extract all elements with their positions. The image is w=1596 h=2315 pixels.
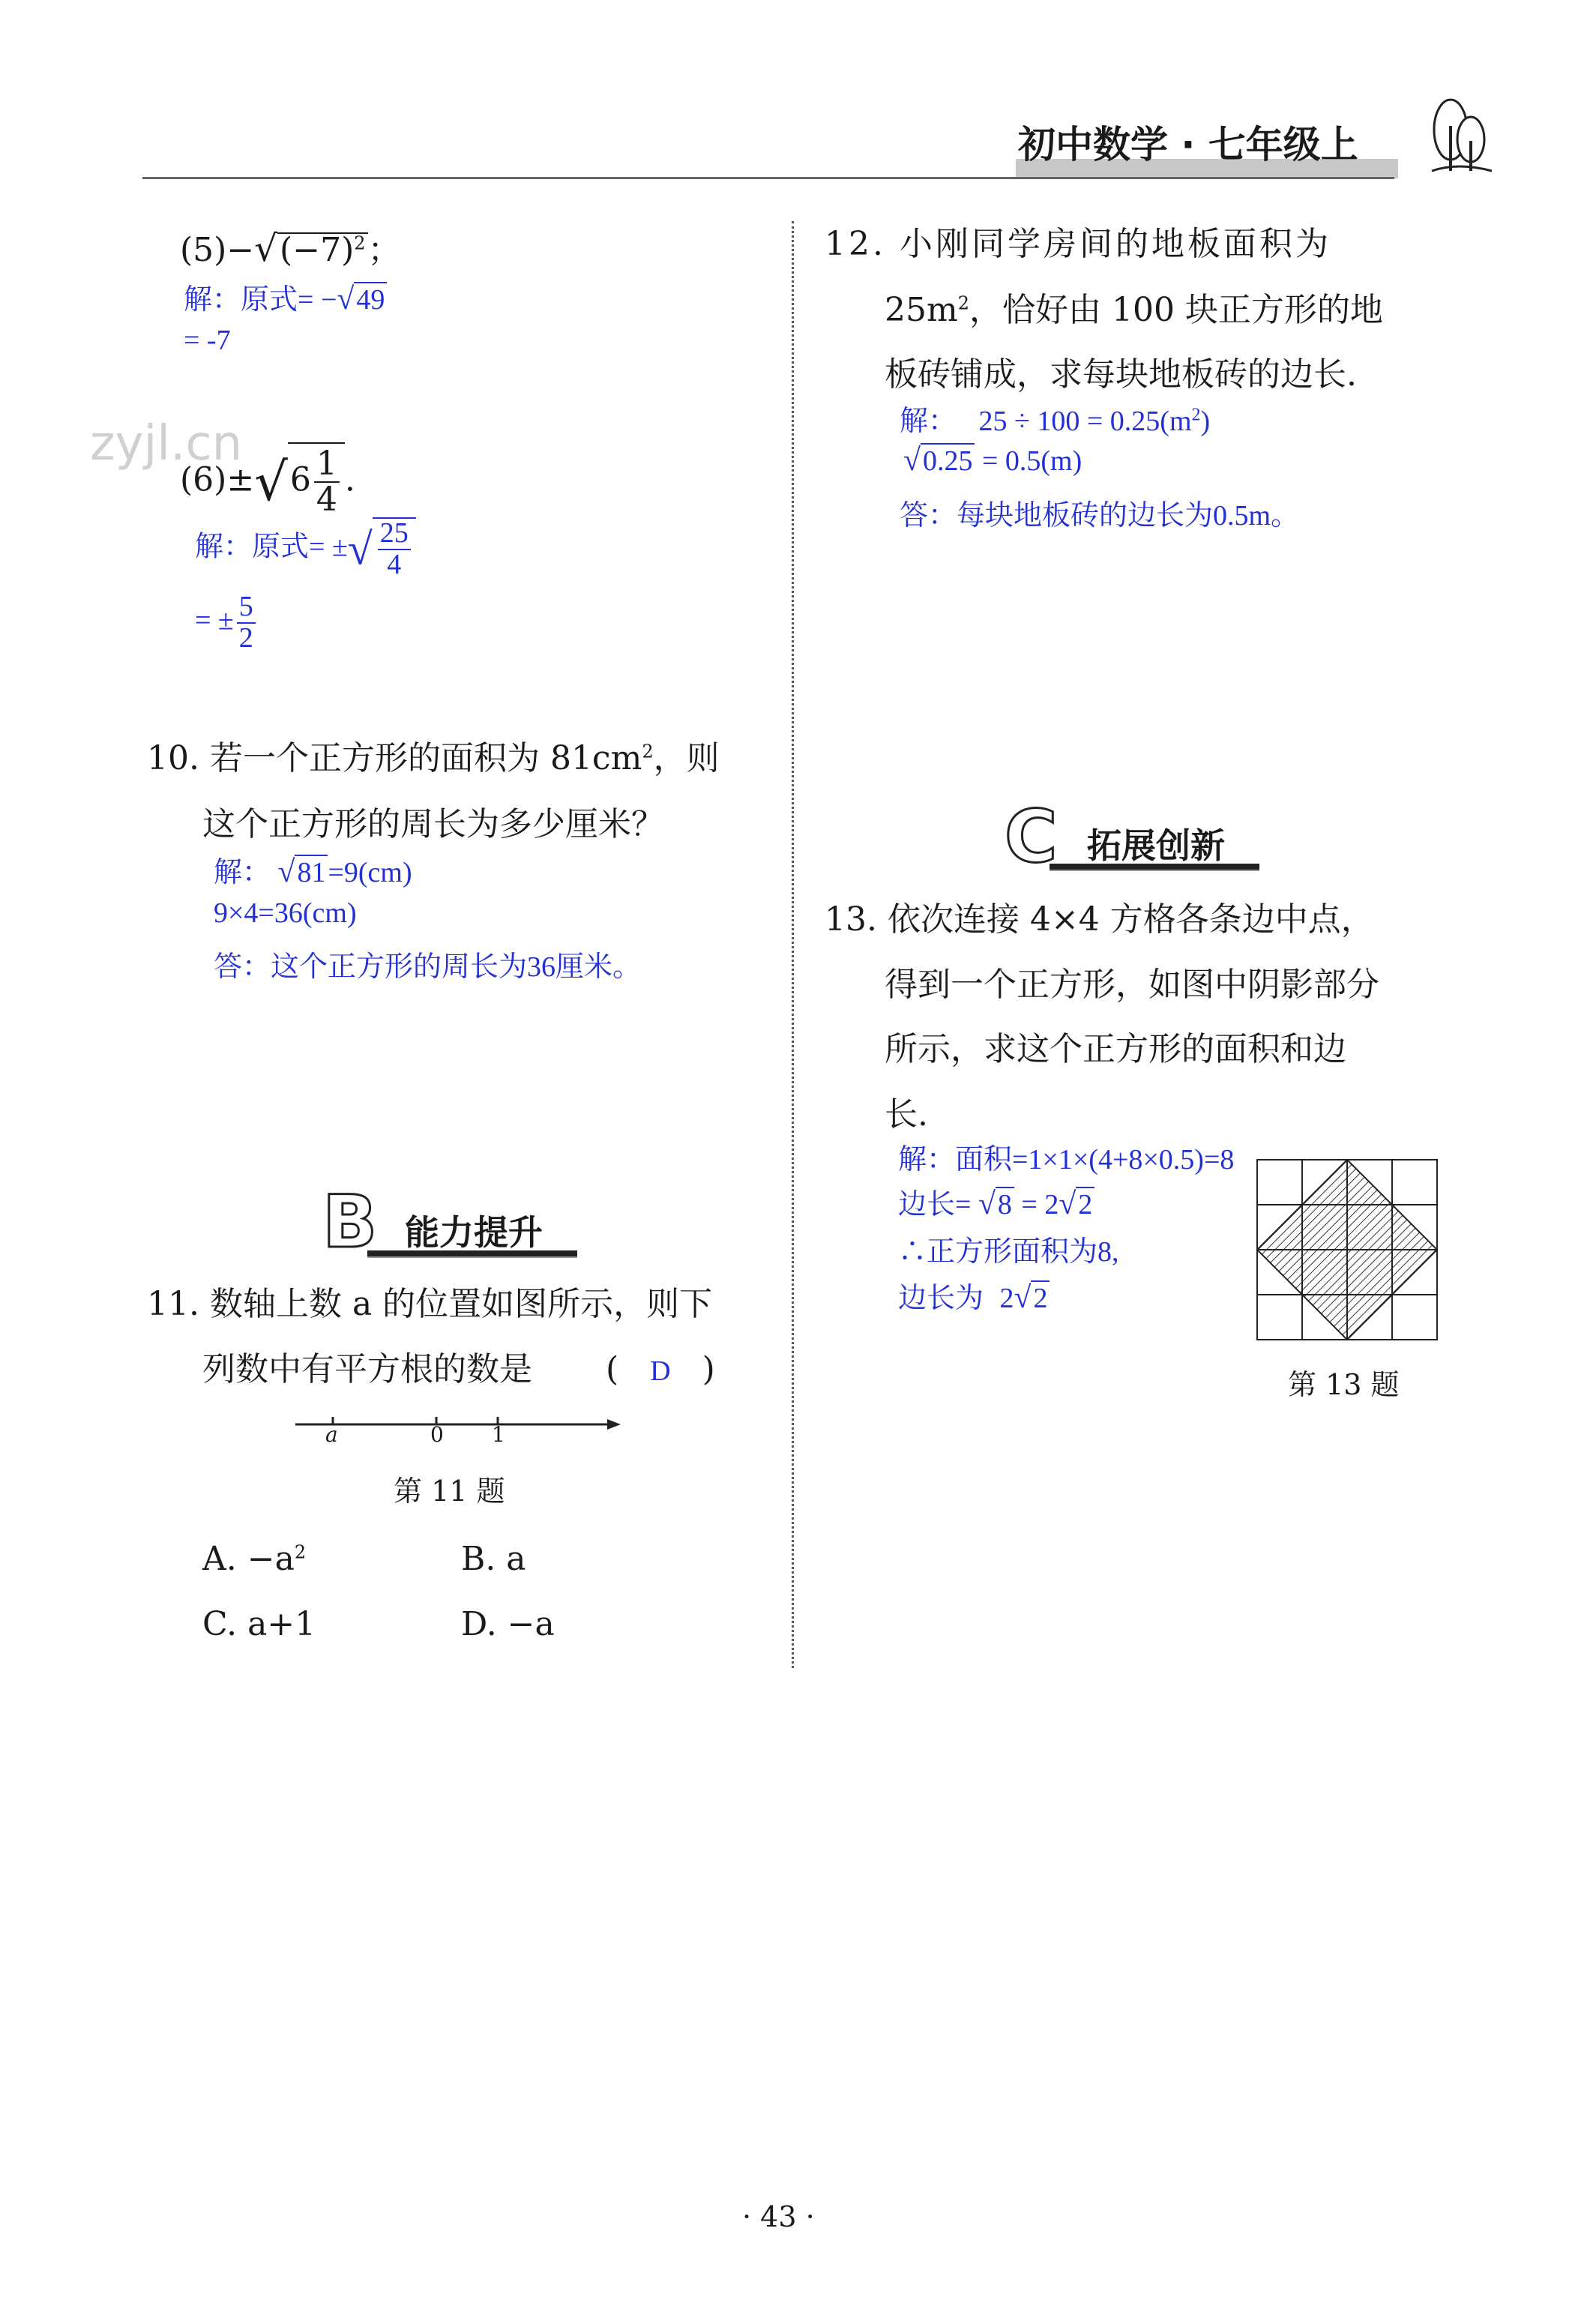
q5-sol-sign: − <box>320 284 337 316</box>
page-number: · 43 · <box>742 2200 815 2233</box>
q13-sol4-coef: 2 <box>999 1283 1014 1314</box>
watermark: zyjl.cn <box>90 416 243 472</box>
q12-area: 25m <box>885 291 958 329</box>
radical-icon: √ <box>1059 1187 1076 1221</box>
q6-sol-sign: ± <box>331 531 348 563</box>
q5-tail: ； <box>367 231 401 269</box>
section-b-header <box>322 1180 577 1264</box>
radical-icon: √ <box>978 1187 996 1221</box>
q10-sup: 2 <box>642 741 654 762</box>
q11-option-a-text: A. −a <box>202 1540 295 1578</box>
q13-sol4-rad: 2 <box>1031 1280 1050 1315</box>
q11-paren-open: ( <box>606 1350 619 1388</box>
q6-num: 1 <box>314 447 340 483</box>
q6-sol-label: 解：原式= <box>195 531 325 563</box>
q6-sol-rad-wrap <box>373 517 416 580</box>
q13-solution-line1: 解：面积=1×1×(4+8×0.5)=8 <box>898 1144 1235 1175</box>
q10-sol-radicand: 81 <box>295 855 328 889</box>
q13-sol2-rad2: 2 <box>1076 1187 1094 1221</box>
q6-tail: . <box>344 460 355 499</box>
q5-solution-line2: = -7 <box>184 325 231 356</box>
tree-icon <box>1417 96 1499 178</box>
q10-sol-label: 解： <box>214 857 271 888</box>
q12-solution-line1 <box>900 397 1210 439</box>
q6-den: 4 <box>316 481 337 520</box>
q11-option-d: D. −a <box>461 1605 555 1643</box>
q6-solution-line1 <box>195 517 416 580</box>
q6-label: (6)± <box>180 460 255 499</box>
q11-option-a <box>202 1540 307 1578</box>
q6-sol2-num: 5 <box>237 592 256 624</box>
q12-sol-radicand: 0.25 <box>921 443 975 478</box>
section-b-letter: B <box>322 1180 378 1264</box>
q10-line2: 这个正方形的周长为多少厘米？ <box>202 805 664 843</box>
q13-sol2-rad: 8 <box>996 1187 1014 1221</box>
q10-text: 10. 若一个正方形的面积为 81cm <box>147 739 642 777</box>
q13-grid-figure <box>1256 1158 1443 1349</box>
radical-icon: √ <box>254 228 278 270</box>
q11-paren-close: ) <box>702 1350 715 1388</box>
q12-line2 <box>885 291 1383 329</box>
section-c-header <box>1005 795 1259 879</box>
q6-sol2-fraction <box>237 592 256 654</box>
q11-stem: 列数中有平方根的数是 <box>202 1350 532 1388</box>
q5-radicand: (−7) <box>280 231 355 269</box>
q13-line3: 所示，求这个正方形的面积和边 <box>885 1030 1346 1068</box>
q6-sol2-prefix: = ± <box>195 604 234 636</box>
q13-line2: 得到一个正方形，如图中阴影部分 <box>885 966 1379 1004</box>
q11-answer: D <box>650 1355 671 1387</box>
q12-sol-label: 解： <box>900 406 957 437</box>
q10-solution-line3: 答：这个正方形的周长为36厘米。 <box>214 951 642 983</box>
radical-icon: √ <box>903 443 921 478</box>
q6-sol-fraction <box>378 519 411 580</box>
q5-radicand-wrap <box>277 232 367 267</box>
q6-sol-num: 25 <box>378 519 411 550</box>
q11-caption: 第 11 题 <box>394 1475 505 1508</box>
q5-minus: − <box>226 231 255 269</box>
q12-sol-calc: 25 ÷ 100 = 0.25(m <box>978 406 1192 437</box>
q13-solution-line4 <box>898 1274 1050 1316</box>
q5-label: (5) <box>180 231 227 269</box>
q5-sol-radicand: 49 <box>354 282 387 316</box>
radical-icon: √ <box>347 524 373 574</box>
q13-solution-line3: ∴正方形面积为8, <box>898 1236 1119 1268</box>
radical-icon: √ <box>254 451 288 514</box>
q5-sol-label: 解：原式= <box>184 284 314 316</box>
q11-line2 <box>202 1350 715 1388</box>
q11-line1: 11. 数轴上数 a 的位置如图所示，则下 <box>147 1285 713 1323</box>
q12-solution-line2 <box>903 442 1082 478</box>
q6-radicand-wrap <box>288 442 345 520</box>
q12-sol-close: ) <box>1200 406 1211 437</box>
section-c-letter: C <box>1005 795 1058 879</box>
section-b-title: 能力提升 <box>405 1212 543 1253</box>
q12-sol-tail: = 0.5(m) <box>981 445 1082 477</box>
q13-sol2-eq: = 2 <box>1021 1189 1059 1220</box>
header-title: 初中数学 · 七年级上 <box>1018 123 1358 166</box>
q11-option-a-sup: 2 <box>294 1541 307 1563</box>
q12-solution-line3: 答：每块地板砖的边长为0.5m。 <box>900 500 1300 532</box>
q6-solution-line2 <box>195 592 259 654</box>
q13-sol2-label: 边长= <box>898 1189 972 1220</box>
radical-icon: √ <box>1014 1280 1032 1315</box>
q11-option-c: C. a+1 <box>202 1605 316 1643</box>
q5-exponent: 2 <box>354 232 366 254</box>
number-line <box>292 1409 622 1457</box>
q13-line4: 长. <box>885 1095 928 1134</box>
q6-fraction <box>314 445 340 520</box>
q5-question <box>180 228 401 270</box>
q12-line3: 板砖铺成，求每块地板砖的边长. <box>885 355 1357 394</box>
q12-sol-sup: 2 <box>1191 405 1201 425</box>
q5-solution-line1 <box>184 276 387 317</box>
q10-tail: ，则 <box>653 739 720 777</box>
q13-sol4-label: 边长为 <box>898 1283 984 1314</box>
q6-sol2-den: 2 <box>238 621 253 654</box>
column-divider <box>792 221 794 1668</box>
axis-label-0: 0 <box>430 1422 444 1447</box>
radical-icon: √ <box>277 855 295 889</box>
radical-icon: √ <box>337 282 355 316</box>
q13-caption: 第 13 题 <box>1288 1368 1400 1401</box>
q12-line1: 12. 小刚同学房间的地板面积为 <box>825 225 1331 263</box>
q11-option-b: B. a <box>461 1540 526 1578</box>
axis-label-a: a <box>325 1422 338 1447</box>
q10-line1 <box>147 739 720 777</box>
q6-whole: 6 <box>289 460 311 499</box>
q6-sol-den: 4 <box>387 548 402 580</box>
header-rule <box>142 177 1394 179</box>
axis-label-1: 1 <box>492 1422 505 1447</box>
q6-question <box>180 442 355 520</box>
q10-solution-line2: 9×4=36(cm) <box>214 897 357 929</box>
q10-sol-tail: =9(cm) <box>328 857 412 888</box>
section-c-title: 拓展创新 <box>1087 825 1225 866</box>
q13-solution-line2 <box>898 1181 1094 1222</box>
q12-tail: ，恰好由 100 块正方形的地 <box>969 291 1383 329</box>
q13-line1: 13. 依次连接 4×4 方格各条边中点， <box>825 900 1374 939</box>
q12-sup: 2 <box>957 292 969 314</box>
q10-solution-line1 <box>214 849 412 890</box>
